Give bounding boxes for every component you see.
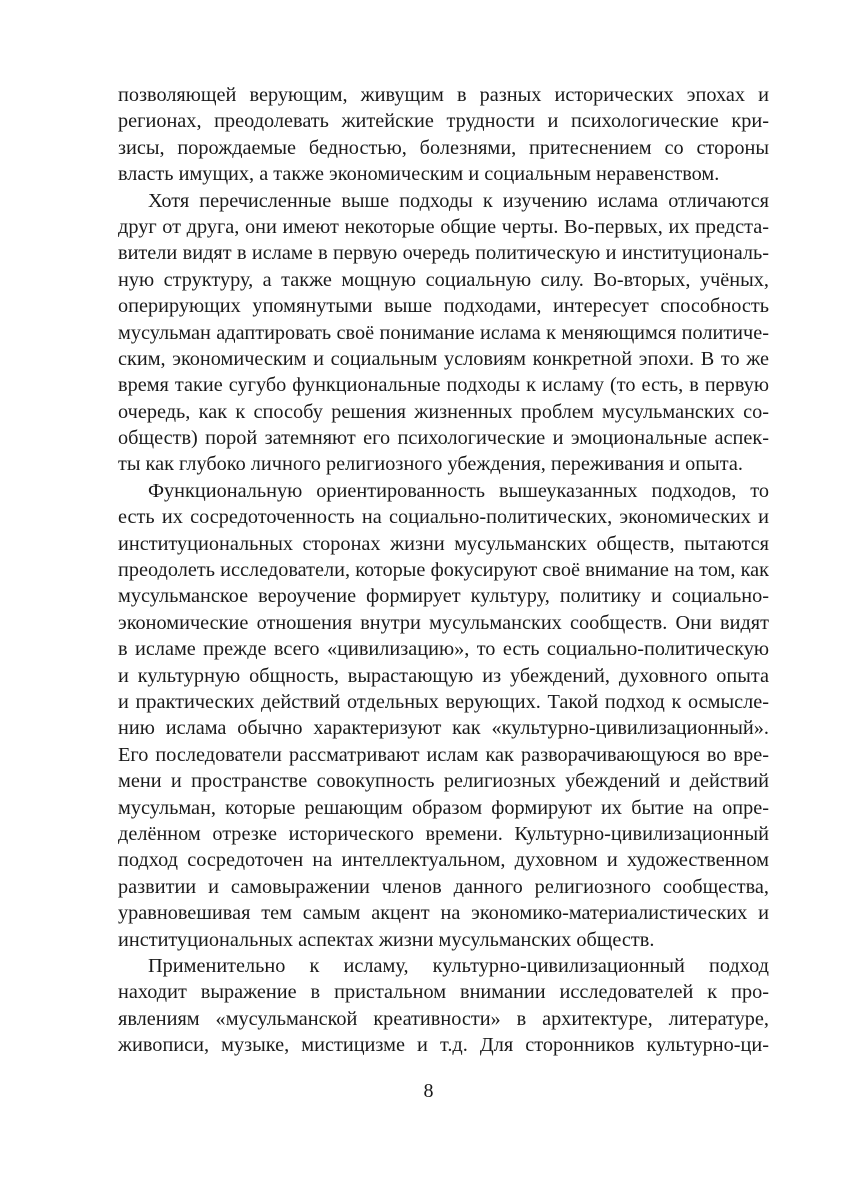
paragraph (118, 478, 769, 953)
text-line: институциональных аспектах жизни мусульманских обществ. (118, 928, 655, 951)
text-line: регионах, преодолевать житейские трудности и психологические кри- (118, 110, 769, 133)
body-text (118, 82, 769, 1058)
text-line: Применительно к исламу, культурно-цивилизационный подход (148, 954, 769, 977)
text-line: явлениям «мусульманской креативности» в архитектуре, литературе, (118, 1007, 769, 1030)
text-line: ским, экономическим и социальным условиям конкретной эпохи. В то же (118, 347, 769, 370)
text-line: уравновешивая тем самым акцент на экономико-материалистических и (118, 902, 769, 925)
text-line: мусульман, которые решающим образом формируют их бытие на опре- (118, 796, 769, 819)
text-line: власть имущих, а также экономическим и социальным неравенством. (118, 163, 720, 186)
text-line: в исламе прежде всего «цивилизацию», то есть социально-политическую (118, 638, 769, 661)
text-line: позволяющей верующим, живущим в разных исторических эпохах и (118, 84, 769, 106)
text-line: подход сосредоточен на интеллектуальном, духовном и художественном (118, 849, 769, 872)
text-line: и практических действий отдельных верующих. Такой подход к осмысле- (118, 690, 769, 713)
text-line: оперирующих упомянутыми выше подходами, интересует способность (118, 295, 769, 318)
text-line: мусульманское вероучение формирует культуру, политику и социально- (118, 585, 769, 608)
page-number: 8 (423, 1080, 434, 1102)
text-line: очередь, как к способу решения жизненных проблем мусульманских со- (118, 400, 769, 423)
text-line: ты как глубоко личного религиозного убеждения, переживания и опыта. (118, 453, 743, 476)
text-line: зисы, порождаемые бедностью, болезнями, притеснением со стороны (118, 136, 769, 159)
text-line: преодолеть исследователи, которые фокусируют своё внимание на том, как (118, 559, 769, 582)
text-line: развитии и самовыражении членов данного религиозного сообщества, (118, 875, 769, 898)
paragraph (118, 188, 769, 478)
text-line: экономические отношения внутри мусульманских сообществ. Они видят (118, 611, 769, 634)
text-line: мусульман адаптировать своё понимание ислама к меняющимся политиче- (118, 321, 769, 344)
text-line: ную структуру, а также мощную социальную силу. Во-вторых, учёных, (118, 268, 769, 291)
text-line: вители видят в исламе в первую очередь политическую и институциональ- (118, 242, 769, 265)
text-line: есть их сосредоточенность на социально-политических, экономических и (118, 506, 769, 529)
text-line: институциональных сторонах жизни мусульманских обществ, пытаются (118, 532, 769, 555)
text-line: нию ислама обычно характеризуют как «культурно-цивилизационный». (118, 717, 769, 740)
text-line: и культурную общность, вырастающую из убеждений, духовного опыта (118, 664, 769, 687)
text-line: живописи, музыке, мистицизме и т.д. Для сторонников культурно-ци- (118, 1034, 769, 1057)
text-line: Хотя перечисленные выше подходы к изучению ислама отличаются (148, 189, 769, 212)
text-line: обществ) порой затемняют его психологические и эмоциональные аспек- (118, 427, 769, 450)
text-line: Функциональную ориентированность вышеуказанных подходов, то (148, 479, 769, 502)
text-line: находит выражение в пристальном внимании исследователей к про- (118, 981, 769, 1004)
paragraph (118, 953, 769, 1059)
text-line: Его последователи рассматривают ислам как разворачивающуюся во вре- (118, 743, 769, 766)
text-line: мени и пространстве совокупность религиозных убеждений и действий (118, 770, 769, 793)
text-line: друг от друга, они имеют некоторые общие черты. Во-первых, их предста- (118, 215, 769, 238)
text-line: делённом отрезке исторического времени. Культурно-цивилизационный (118, 822, 769, 845)
paragraph (118, 82, 769, 188)
text-line: время такие сугубо функциональные подходы к исламу (то есть, в первую (118, 374, 769, 397)
